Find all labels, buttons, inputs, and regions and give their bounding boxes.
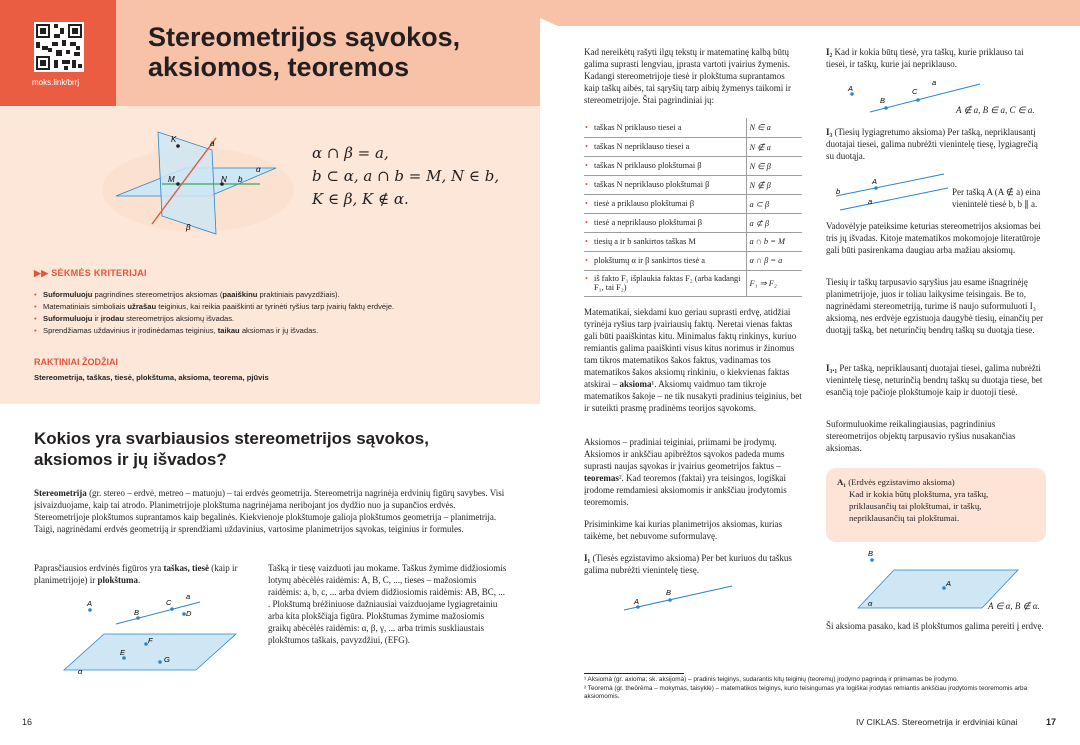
label-D: D: [186, 609, 192, 618]
label-C: C: [166, 598, 172, 607]
axiom-i2: I₂ Kad ir kokia būtų tiesė, yra taškų, kurie priklauso tai tiesei, ir taškų, kurie jai nepriklauso.: [826, 47, 1024, 69]
formula-line: K ∈ β, K ∉ α.: [312, 190, 409, 208]
label-N: N: [221, 175, 227, 184]
notation-paragraph: Tašką ir tiesę vaizduoti jau mokame. Taškus žymime didžiosiomis lotynų abėcėlės raidėmis: A, B, C, ..., tieses – mažosiomis raidėmis: a, b, c, ... arba dviem didžiosiomis raidėmis: AB, BC, ... . Plokštumą brėžiniuose dažniausiai vaizduojame lygiagretainiu arba kita plokščiąja figūra. Plokštumas žymime mažosiomis graikų abėcėlės raidėmis: α, β, γ, ... arba trimis suskliaustais plokštumos taškais, pavyzdžiui, (EFG).: [268, 563, 507, 645]
table-row: • taškas N priklauso plokštumai β N ∈ β: [584, 156, 802, 175]
table-row: • tiesių a ir b sankirtos taškas M a ∩ b = M: [584, 232, 802, 251]
axiom-a1-text: Kad ir kokia būtų plokštuma, yra taškų, priklausančių tai plokštumai, ir taškų, nepriklausančių tai plokštumai.: [849, 489, 989, 523]
footnote-divider: [584, 673, 684, 674]
intro-paragraph: Kad nereikėtų rašyti ilgų tekstų ir matematinę kalbą būtų galima suprasti lengviau, įprasta vartoti įvairius žymenis. Kadangi stereometrijoje tiesė ir plokštuma suprantamos kaip taškų aibės, tai sąryšių tarp aibių žymenys taikomi ir stereometrijoje. Štai pagrindiniai jų:: [584, 47, 791, 105]
footnote: ² Teoremà (gr. theōrēma – mokymas, taisyklė) – matematikos teiginys, kurio teisingumas yra logiškai įrodytas remiantis ankščiau įrodytomis teoremomis arba aksiomomis.: [584, 684, 1028, 701]
label-alpha: α: [256, 165, 261, 174]
label-a: a: [868, 197, 873, 206]
label-beta: β: [186, 223, 191, 232]
label-B: B: [666, 588, 672, 597]
running-title: IV CIKLAS. Stereometrija ir erdviniai kūnai: [856, 717, 1018, 727]
a1-caption: A ∈ α, B ∉ α.: [988, 601, 1040, 611]
label-A: A: [87, 599, 93, 608]
stereometry-paragraph: Stereometrija (gr. stereo – erdvė, metreo – matuoju) – tai erdvės geometrija. Stereometrija nagrinėja erdvinių figūrų savybes. Visi įsivaizduojame, kaip tai atrodo. Planimetrijoje plokštuma nagrinėjama neribojant jos dydžio nuo ja supančios erdvės. Stereometrijoje plokštumos suprantamos kaip begalinės. Kiekvienoje plokštumoje galioja plokštumos geometrija – planimetrija. Taigi, nagrinėdami erdvės geometriją ir sprendžiami uždavinius, vartosime planimetrijos sąvokas, teiginius ir formules.: [34, 488, 505, 534]
qr-panel: [0, 0, 116, 106]
label-G: G: [164, 655, 170, 664]
formula-line: α ∩ β = a,: [312, 144, 389, 162]
i3-restate-paragraph: Tiesių ir taškų tarpusavio sąryšius jau esame išnagrinėję planimetrijoje, juos ir toliau laikysime teisingais. Be to, nagrinėdami stereometriją, turime iš naujo suformuluoti I₃ aksiomą, nes erdvėje egzistuoja daugybė tiesių, einančių per duotąjį tašką, bet neturinčių bendrų taškų su duotąja tiese.: [826, 277, 1044, 335]
label-B: B: [880, 96, 886, 105]
list-item: • Matematiniais simboliais užrašau teiginius, kai reikia paaiškinti ar tyrinėti ryšius tarp įvairių faktų erdvėje.: [34, 301, 524, 313]
label-K: K: [171, 135, 177, 144]
table-row: • taškas N priklauso tiesei a N ∈ a: [584, 118, 802, 137]
section-heading: Kokios yra svarbiausios stereometrijos sąvokos, aksiomos ir jų išvados?: [34, 429, 429, 469]
label-C: C: [912, 87, 918, 96]
criteria-list: [34, 289, 524, 337]
table-row: • iš fakto F₁ išplaukia faktas F₂ (arba kadangi F₁, tai F₂) F₁ ⇒ F₂: [584, 270, 802, 296]
qr-link[interactable]: moks.link/brrj: [32, 78, 80, 87]
label-A: A: [848, 84, 854, 93]
parallel-lines-figure: [832, 172, 952, 212]
final-paragraph: Ši aksioma pasako, kad iš plokštumos galima pereiti į erdvę.: [826, 621, 1044, 631]
header-tab-shape: [540, 0, 1080, 26]
label-A: A: [634, 597, 640, 606]
axiom-i3: I₃ (Tiesių lygiagretumo aksioma) Per tašką, nepriklausantį duotajai tiesei, galima nubrėžti vienintelę tiesę, lygiagrečią su duotąja.: [826, 127, 1038, 161]
axiom-i1: I₁ (Tiesės egzistavimo aksioma) Per bet kuriuos du taškus galima nubrėžti vienintelę tiesę.: [584, 553, 792, 575]
list-item: • Sprendžiamas uždavinius ir įrodinėdamas teiginius, taikau aksiomas ir jų išvadas.: [34, 325, 524, 337]
axiom-paragraph: Aksiomos – pradiniai teiginiai, priimami be įrodymų. Aksiomos ir ankščiau apibrėžtos sąvokos padeda mums suprasti naujas sąvokas ir įvairius geometrijos faktus – teoremas². Kad teoremos (faktai) yra teisingos, logiškai įrodome remdamiesi aksiomomis ir ankščiau įrodytomis teoremomis.: [584, 437, 787, 507]
page-number: 16: [22, 717, 33, 727]
formula-block: [312, 142, 499, 211]
list-item: • Suformuluoju pagrindines stereometrijos aksiomas (paaiškinu praktiniais pavyzdžiais).: [34, 289, 524, 301]
i2-caption: A ∉ a, B ∈ a, C ∈ a.: [956, 105, 1035, 115]
label-b: b: [836, 187, 841, 196]
table-row: • plokštumų α ir β sankirtos tiesė a α ∩ β = a: [584, 251, 802, 270]
books-paragraph: Vadovėlyje pateiksime keturias stereometrijos aksiomas bei tris jų išvadas. Kitoje matematikos mokomojoje literatūroje gali būti pasirenkama daugiau arba mažiau aksiomų.: [826, 221, 1041, 255]
i3-caption: Per tašką A (A ∉ a) eina vienintelė tiesė b, b ∥ a.: [952, 187, 1041, 209]
label-M: M: [168, 175, 175, 184]
intersecting-planes-figure: [100, 124, 300, 242]
table-row: • taškas N nepriklauso tiesei a N ∉ a: [584, 137, 802, 156]
label-b: b: [238, 175, 243, 184]
label-A: A: [946, 579, 952, 588]
right-page: [540, 0, 1080, 745]
formula-line: b ⊂ α, a ∩ b = M, N ∈ b,: [312, 167, 500, 185]
label-B: B: [134, 608, 140, 617]
axiom-a1-box: [826, 468, 1046, 542]
math-paragraph: Matematikai, siekdami kuo geriau suprasti erdvę, atidžiai tyrinėja ryšius tarp įvairiausių faktų. Neretai vienas faktas gali būti paaiškintas kitu. Minimalus faktų rinkinys, kuriuo remiantis galima paaiškinti visus kitus norimus ir žinomus tam tikros matematikos šakos faktus, vadinamas tos matematikos šakos aksiomų rinkiniu, o kiekvienas faktas atskirai – aksioma¹. Aksiomų vaidmuo tam tikroje matematikos šakoje – ne tik nusakyti pradinius teiginius, bet ir suteikti prasmę pradinėms teorijos sąvokoms.: [584, 307, 802, 413]
keywords: Stereometrija, taškas, tiesė, plokštuma, aksioma, teorema, pjūvis: [34, 373, 269, 382]
label-a: a: [186, 592, 191, 601]
axiom-a1-title: A₁ (Erdvės egzistavimo aksioma): [837, 477, 955, 487]
recall-paragraph: Prisiminkime kai kurias planimetrijos aksiomas, kurias taikėme, bet nebuvome suformulavę.: [584, 519, 782, 541]
notation-table: [584, 118, 802, 297]
figures-paragraph: Paprasčiausios erdvinės figūros yra taškas, tiesė (kaip ir planimetrijoje) ir plokštuma.: [34, 563, 238, 585]
footnote: ¹ Aksiomà (gr. axioma; sk. aksijomà) – pradinis teiginys, sudarantis kitų teiginių (teoremų) įrodymo pagrindą ir priimamas be įrodymo.: [584, 676, 959, 683]
label-B: B: [868, 549, 874, 558]
label-A: A: [872, 177, 878, 186]
label-F: F: [148, 636, 153, 645]
footnotes: [584, 676, 1054, 702]
table-row: • tiesė a nepriklauso plokštumai β a ⊄ β: [584, 213, 802, 232]
label-alpha: α: [868, 599, 873, 608]
summary-paragraph: Suformuluokime reikalingiausias, pagrindinius stereometrijos objektų tarpusavio ryšius nusakančias aksiomas.: [826, 419, 1016, 453]
line-through-two-points-figure: [618, 582, 738, 614]
table-row: • tiesė a priklauso plokštumai β a ⊂ β: [584, 194, 802, 213]
label-a: a: [932, 78, 937, 87]
page-title: Stereometrijos sąvokos, aksiomos, teoremos: [148, 22, 461, 82]
page-number: 17: [1046, 717, 1057, 727]
label-alpha: α: [78, 667, 83, 676]
axiom-i31: I₃.₁ Per tašką, nepriklausantį duotajai tiesei, galima nubrėžti vienintelę tiesę, neturinčią bendrų taškų su duotąja tiese, bet esančią toje pačioje plokštumoje kaip ir duotoji tiesė.: [826, 363, 1043, 397]
points-line-plane-figure: [60, 588, 260, 680]
table-row: • taškas N nepriklauso plokštumai β N ∉ β: [584, 175, 802, 194]
qr-code-icon[interactable]: [34, 22, 84, 72]
list-item: • Suformuluoju ir įrodau stereometrijos aksiomų išvadas.: [34, 313, 524, 325]
keywords-heading: RAKTINIAI ŽODŽIAI: [34, 357, 118, 367]
label-a: a: [210, 139, 215, 148]
criteria-heading: ▶▶ SĖKMĖS KRITERIJAI: [34, 268, 147, 278]
label-E: E: [120, 648, 126, 657]
